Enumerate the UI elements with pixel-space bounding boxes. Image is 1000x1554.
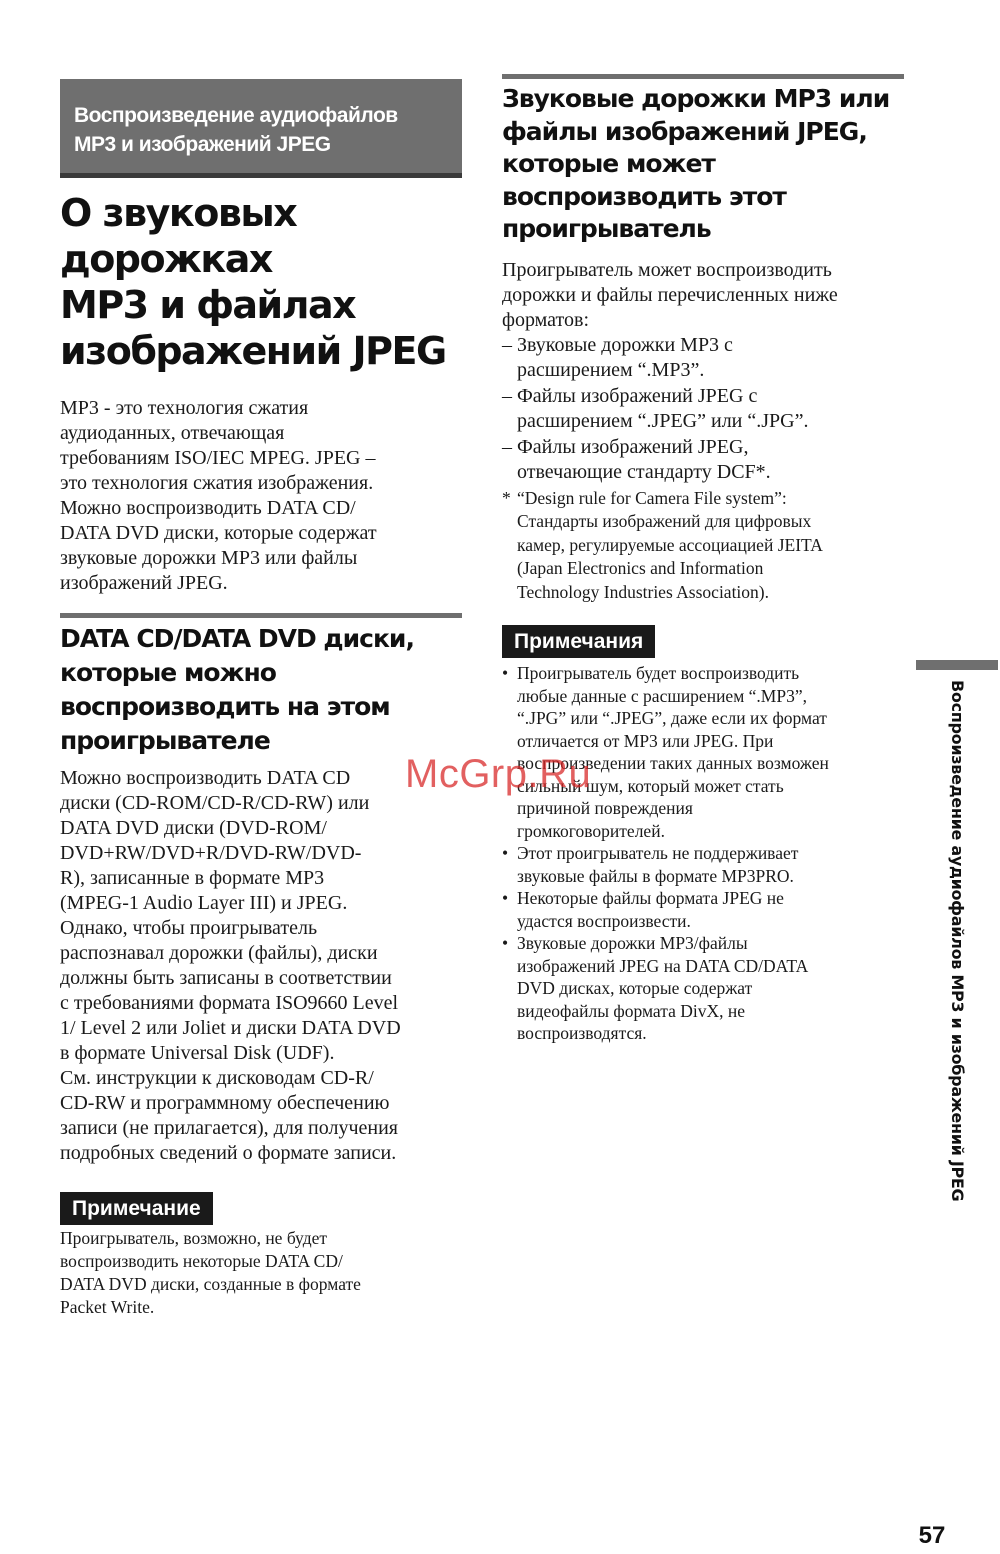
text-line: форматов: (502, 308, 590, 331)
text-line: См. инструкции к дисководам CD-R/ (60, 1067, 374, 1089)
text-line: любые данные с расширением “.MP3”, (517, 685, 807, 706)
heading-line: файлы изображений JPEG, (502, 116, 867, 146)
text-line: Стандарты изображений для цифровых (517, 511, 812, 531)
page-title-line-3: изображений JPEG (60, 329, 446, 373)
text-line: R), записанные в формате MP3 (60, 867, 325, 889)
text-line: расширением “.JPEG” или “.JPG”. (517, 410, 809, 432)
text-line: подробных сведений о формате записи. (60, 1142, 397, 1164)
text-line: Technology Industries Association). (517, 581, 769, 602)
text-line: Packet Write. (60, 1297, 155, 1317)
text-line: • Звуковые дорожки MP3/файлы (517, 933, 748, 953)
text-line: MP3 - это технология сжатия (60, 397, 309, 419)
formats-heading (502, 83, 904, 246)
text-line: DATA DVD диски (DVD-ROM/ (60, 817, 327, 839)
formats-intro (502, 258, 904, 333)
text-line: изображений JPEG на DATA CD/DATA (517, 955, 809, 976)
text-line: • Этот проигрыватель не поддерживает (517, 843, 799, 863)
formats-list (502, 333, 904, 486)
side-tab-bar (916, 660, 998, 670)
text-line: сильный шум, который может стать (517, 775, 784, 796)
heading-line: которые можно (60, 658, 276, 687)
text-line: удастся воспроизвести. (517, 910, 691, 931)
text-line: • Проигрыватель будет воспроизводить (517, 663, 800, 683)
right-column (502, 74, 904, 1045)
text-line: с требованиями формата ISO9660 Level (60, 992, 399, 1014)
list-item (502, 842, 904, 887)
text-line: воспроизводить некоторые DATA CD/ (60, 1251, 343, 1271)
heading-line: DATA CD/DATA DVD диски, (60, 624, 414, 653)
text-line: • Некоторые файлы формата JPEG не (517, 888, 784, 908)
section-band-line-2: MP3 и изображений JPEG (74, 133, 331, 156)
text-line: звуковые дорожки MP3 или файлы (60, 547, 358, 569)
text-line: аудиоданных, отвечающая (60, 422, 285, 444)
page-title-line-2: MP3 и файлах (60, 283, 356, 327)
text-line: DVD дисках, которые содержат (517, 978, 753, 998)
text-line: – Файлы изображений JPEG с (517, 384, 758, 407)
watermark: McGrp.Ru (405, 752, 592, 796)
text-line: (Japan Electronics and Information (517, 558, 764, 578)
text-line: видеофайлы формата DivX, не (517, 1000, 746, 1021)
text-line: отвечающие стандарту DCF*. (517, 461, 771, 483)
list-item (502, 384, 904, 435)
note-block (60, 1192, 462, 1319)
intro-paragraph (60, 396, 462, 596)
heading-line: Звуковые дорожки MP3 или (502, 84, 890, 113)
text-line: должны быть записаны в соответствии (60, 967, 392, 989)
text-line: DATA DVD диски, созданные в формате (60, 1274, 361, 1294)
text-line: “.JPG” или “.JPEG”, даже если их формат (517, 708, 827, 728)
text-line: отличается от MP3 или JPEG. При (517, 730, 774, 751)
text-line: требованиям ISO/IEC MPEG. JPEG – (60, 447, 376, 469)
text-line: воспроизведении таких данных возможен (517, 753, 829, 773)
list-item (502, 333, 904, 384)
text-line: воспроизводятся. (517, 1023, 647, 1043)
left-column (60, 79, 462, 1319)
text-line: “Design rule for Camera File system”: (517, 487, 787, 508)
text-line: Можно воспроизводить DATA CD/ (60, 497, 356, 519)
list-item (502, 887, 904, 932)
text-line: CD-RW и программному обеспечению (60, 1092, 390, 1114)
text-line: в формате Universal Disk (UDF). (60, 1042, 335, 1064)
text-line: DATA DVD диски, которые содержат (60, 522, 377, 544)
footnote (502, 487, 904, 605)
discs-section (60, 613, 462, 1166)
text-line: Проигрыватель, возможно, не будет (60, 1228, 328, 1248)
text-line: – Файлы изображений JPEG, (517, 435, 749, 458)
text-line: причиной повреждения (517, 798, 693, 818)
page-title (60, 190, 462, 374)
text-line: диски (CD-ROM/CD-R/CD-RW) или (60, 792, 370, 814)
text-line: звуковые файлы в формате MP3PRO. (517, 865, 794, 886)
heading-line: воспроизводить на этом (60, 692, 390, 721)
discs-paragraph (60, 766, 462, 1166)
text-line: 1/ Level 2 или Joliet и диски DATA DVD (60, 1017, 401, 1039)
text-line: DVD+RW/DVD+R/DVD-RW/DVD- (60, 842, 362, 864)
list-item (502, 435, 904, 486)
text-line: Можно воспроизводить DATA CD (60, 767, 351, 789)
page-number: 57 (918, 1522, 946, 1549)
text-line: Проигрыватель может воспроизводить (502, 258, 832, 281)
note-text (60, 1227, 462, 1319)
notes-label: Примечания (502, 625, 655, 658)
text-line: Однако, чтобы проигрыватель (60, 917, 318, 939)
formats-section (502, 74, 904, 604)
notes-block (502, 625, 904, 1045)
text-line: расширением “.MP3”. (517, 359, 705, 381)
heading-line: которые может (502, 149, 715, 178)
text-line: распознавал дорожки (файлы), диски (60, 942, 378, 964)
note-label: Примечание (60, 1192, 213, 1225)
list-item (502, 932, 904, 1045)
section-band (60, 79, 462, 178)
text-line: громкоговорителей. (517, 820, 665, 841)
text-line: изображений JPEG. (60, 572, 228, 594)
text-line: (MPEG-1 Audio Layer III) и JPEG. (60, 892, 348, 914)
heading-line: воспроизводить этот (502, 181, 786, 211)
side-tab-text: Воспроизведение аудиофайлов MP3 и изображений JPEG (948, 680, 967, 1202)
text-line: это технология сжатия изображения. (60, 472, 374, 494)
section-band-line-1: Воспроизведение аудиофайлов (74, 104, 398, 127)
text-line: дорожки и файлы перечисленных ниже (502, 283, 838, 306)
page-title-line-1: О звуковых дорожках (60, 191, 297, 281)
text-line: записи (не прилагается), для получения (60, 1117, 398, 1139)
text-line: – Звуковые дорожки MP3 с (517, 333, 733, 356)
heading-line: проигрыватель (502, 214, 711, 243)
text-line: камер, регулируемые ассоциацией JEITA (517, 534, 823, 555)
notes-list (502, 662, 904, 1045)
heading-line: проигрывателе (60, 726, 270, 755)
footnote-mark: * (502, 487, 511, 508)
discs-heading (60, 622, 462, 758)
